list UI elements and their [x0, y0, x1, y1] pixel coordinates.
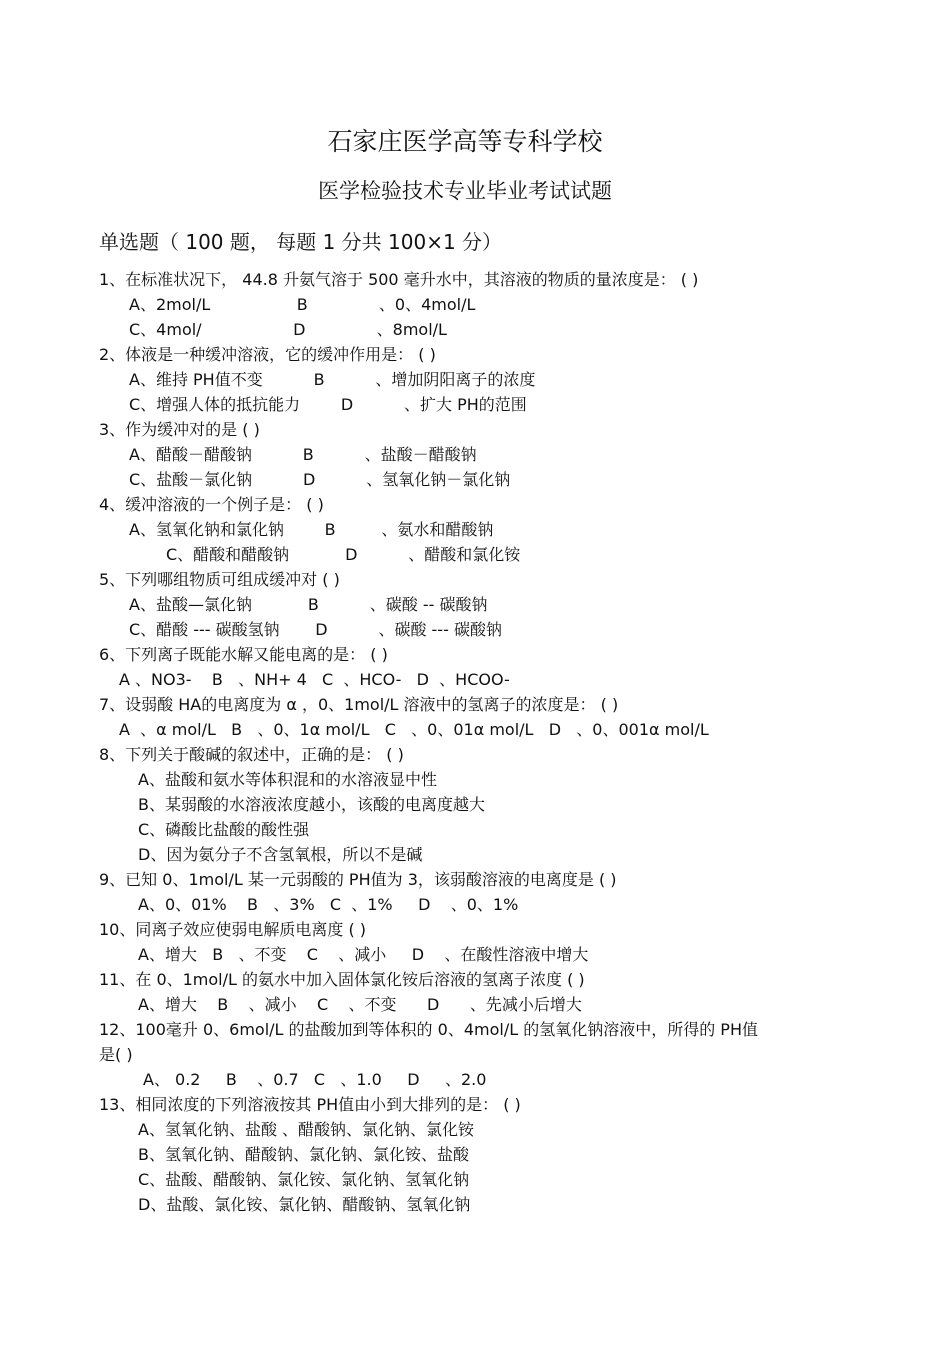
school-title: 石家庄医学高等专科学校 — [327, 127, 603, 156]
option-line: A、增大 B 、减小 C 、不变 D 、先减小后增大 — [138, 995, 582, 1014]
option-line: A、 0.2 B 、0.7 C 、1.0 D 、2.0 — [143, 1070, 487, 1089]
option-line: A、2mol/L B 、0、4mol/L — [129, 295, 476, 314]
section-heading: 单选题（ 100 题， 每题 1 分共 100×1 分） — [99, 230, 503, 254]
option-line: A、0、01% B 、3% C 、1% D 、0、1% — [138, 895, 519, 914]
option-line: A、维持 PH值不变 B 、增加阴阳离子的浓度 — [129, 370, 536, 389]
option-line: A、醋酸－醋酸钠 B 、盐酸－醋酸钠 — [129, 445, 477, 464]
question-11: 11、在 0、1mol/L 的氨水中加入固体氯化铵后溶液的氢离子浓度 ( ) — [99, 970, 585, 989]
option-line: C、盐酸、醋酸钠、氯化铵、氯化钠、氢氧化钠 — [138, 1170, 470, 1189]
option-line: A、增大 B 、不变 C 、减小 D 、在酸性溶液中增大 — [138, 945, 589, 964]
exam-title: 医学检验技术专业毕业考试试题 — [318, 179, 612, 203]
option-line: D、盐酸、氯化铵、氯化钠、醋酸钠、氢氧化钠 — [138, 1195, 471, 1214]
option-line: C、醋酸和醋酸钠 D 、醋酸和氯化铵 — [166, 545, 521, 564]
option-line: A、盐酸和氨水等体积混和的水溶液显中性 — [138, 770, 437, 789]
option-line: A、盐酸—氯化钠 B 、碳酸 -- 碳酸钠 — [129, 595, 488, 614]
question-5: 5、下列哪组物质可组成缓冲对 ( ) — [99, 570, 340, 589]
question-1: 1、在标准状况下， 44.8 升氨气溶于 500 毫升水中，其溶液的物质的量浓度是： ( ) — [99, 270, 699, 289]
question-10: 10、同离子效应使弱电解质电离度 ( ) — [99, 920, 367, 939]
question-6: 6、下列离子既能水解又能电离的是： ( ) — [99, 645, 388, 664]
option-line: C、醋酸 --- 碳酸氢钠 D 、碳酸 --- 碳酸钠 — [129, 620, 502, 639]
option-line: C、4mol/ D 、8mol/L — [129, 320, 447, 339]
option-line: B、某弱酸的水溶液浓度越小，该酸的电离度越大 — [138, 795, 485, 814]
option-line: C、磷酸比盐酸的酸性强 — [138, 820, 310, 839]
option-line: B、氢氧化钠、醋酸钠、氯化钠、氯化铵、盐酸 — [138, 1145, 469, 1164]
question-12-cont: 是( ) — [99, 1045, 133, 1064]
question-9: 9、已知 0、1mol/L 某一元弱酸的 PH值为 3，该弱酸溶液的电离度是 ( ) — [99, 870, 617, 889]
option-line: C、盐酸－氯化钠 D 、氢氧化钠－氯化钠 — [129, 470, 511, 489]
option-line: A 、NO3- B 、NH+ 4 C 、HCO- D 、HCOO- — [119, 670, 510, 689]
question-12: 12、100毫升 0、6mol/L 的盐酸加到等体积的 0、4mol/L 的氢氧化钠溶液中，所得的 PH值 — [99, 1020, 758, 1039]
option-line: A 、α mol/L B 、0、1α mol/L C 、0、01α mol/L D 、0、001α mol/L — [119, 720, 709, 739]
option-line: D、因为氨分子不含氢氧根，所以不是碱 — [138, 845, 423, 864]
question-13: 13、相同浓度的下列溶液按其 PH值由小到大排列的是： ( ) — [99, 1095, 521, 1114]
question-4: 4、缓冲溶液的一个例子是： ( ) — [99, 495, 324, 514]
question-3: 3、作为缓冲对的是 ( ) — [99, 420, 260, 439]
option-line: A、氢氧化钠、盐酸 、醋酸钠、氯化钠、氯化铵 — [138, 1120, 475, 1139]
question-7: 7、设弱酸 HA的电离度为 α ，0、1mol/L 溶液中的氢离子的浓度是： ( ) — [99, 695, 619, 714]
option-line: C、增强人体的抵抗能力 D 、扩大 PH的范围 — [129, 395, 527, 414]
option-line: A、氢氧化钠和氯化钠 B 、氨水和醋酸钠 — [129, 520, 494, 539]
question-2: 2、体液是一种缓冲溶液，它的缓冲作用是： ( ) — [99, 345, 436, 364]
question-8: 8、下列关于酸碱的叙述中，正确的是： ( ) — [99, 745, 404, 764]
